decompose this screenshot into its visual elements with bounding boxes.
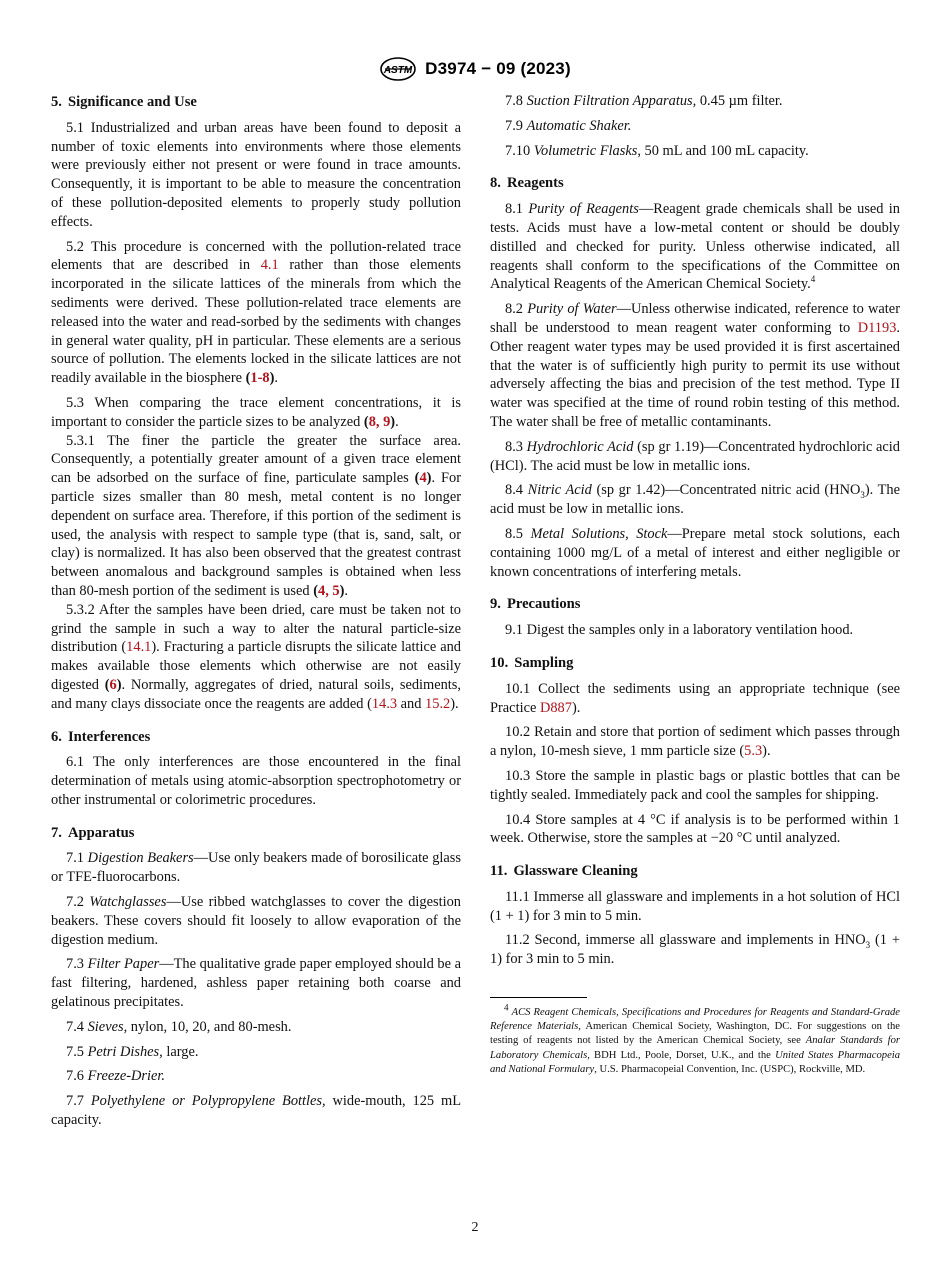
ref-link[interactable]: 14.3 [371, 695, 398, 712]
para-11-1: 11.1 Immerse all glassware and implements in a hot solution of HCl (1 + 1) for 3 min to 5 min. [490, 888, 900, 924]
section-6-heading: 6. Interferences [51, 728, 151, 745]
document-designation: D3974 − 09 (2023) [425, 59, 571, 78]
para-7-2: 7.2 Watchglasses—Use ribbed watchglasses to cover the digestion beakers. These covers should fit loosely to allow evaporation of the digestion medium. [51, 894, 461, 948]
para-5-1: 5.1 Industrialized and urban areas have been found to deposit a number of toxic elements into environments where those elements were previously either not present or were found in trace amounts. Consequently, it is important to be able to measure the concentration of these pollution-deposited elements to properly study pollution effects. [51, 119, 461, 230]
para-10-4: 10.4 Store samples at 4 °C if analysis is to be performed within 1 week. Otherwise, store the samples at −20 °C until analyzed. [490, 811, 900, 847]
para-8-4: 8.4 Nitric Acid (sp gr 1.42)—Concentrated nitric acid $(HNO_3)$. The acid must be low in metallic ions. [490, 482, 900, 518]
ref-link[interactable]: 6 [109, 676, 117, 693]
para-7-3: 7.3 Filter Paper—The qualitative grade paper employed should be a fast filtering, hardened, ashless paper retaining both coarse and gelatinous precipitates. [51, 956, 461, 1011]
para-10-3: 10.3 Store the sample in plastic bags or plastic bottles that can be tightly sealed. Immediately pack and cool the samples for shipping. [490, 767, 900, 803]
ref-link[interactable]: 4, 5 [318, 582, 340, 599]
section-10-heading: 10. Sampling [490, 654, 574, 671]
footnote-mark[interactable]: 4 [810, 274, 816, 285]
ref-link[interactable]: 4.1 [260, 257, 279, 274]
ref-link[interactable]: 5.3 [744, 743, 763, 760]
ref-link[interactable]: 8, 9 [368, 413, 391, 430]
right-column [490, 92, 900, 1077]
para-7-9: 7.9 Automatic Shaker. [505, 117, 632, 134]
para-8-5: 8.5 Metal Solutions, Stock—Prepare metal stock solutions, each containing 1000 mg/L of a metal of interest and either negligible or known concentrations of interfering metals. [490, 525, 900, 580]
section-11-heading: 11. Glassware Cleaning [490, 863, 638, 880]
para-7-8: 7.8 Suction Filtration Apparatus, 0.45 µm filter. [505, 93, 783, 109]
ref-link[interactable]: 1-8 [250, 370, 270, 387]
ref-link[interactable]: 4 [419, 470, 427, 487]
para-7-5: 7.5 Petri Dishes, large. [66, 1043, 199, 1060]
footnote-4: $^4$ ACS Reagent Chemicals, Specifications and Procedures for Reagents and Standard-Grade Reference Materials, American Chemical Society, Washington, DC. For suggestions on the testing of reagents not listed by the American Chemical Society, see Analar Standards for Laboratory Chemicals, BDH Ltd., Poole, Dorset, U.K., and the United States Pharmacopeia and National Formulary, U.S. Pharmacopeial Convention, Inc. (USPC), Rockville, MD. [490, 1002, 901, 1075]
ref-link[interactable]: 14.1 [126, 639, 152, 656]
section-5-heading: 5. Significance and Use [51, 94, 197, 110]
page-header [0, 56, 950, 82]
para-5-3-1: 5.3.1 The finer the particle the greater the surface area. Consequently, a potentially greater amount of a given trace element can be adsorbed on the surface of fine, particulate samples (4). For particle sizes smaller than 80 mesh, metal content is no longer dependent on surface area. Therefore, if this portion of the sediment is used, the analysis with respect to sample type (that is, sand, salt, or clay) is normalized. It has also been observed that the greatest contrast between anomalous and background samples is obtained when less than 80-mesh portion of the sediment is used (4, 5). [51, 432, 462, 599]
para-10-1: 10.1 Collect the sediments using an appropriate technique (see Practice D887). [490, 680, 900, 716]
ref-link[interactable]: D1193 [857, 319, 897, 336]
para-7-6: 7.6 Freeze-Drier. [66, 1068, 165, 1085]
para-10-2: 10.2 Retain and store that portion of sediment which passes through a nylon, 10-mesh sieve, 1 mm particle size (5.3). [490, 724, 900, 760]
para-11-2: 11.2 Second, immerse all glassware and implements in $HNO_3$ (1 + 1) for 3 min to 5 min. [490, 932, 900, 968]
para-7-7: 7.7 Polyethylene or Polypropylene Bottles, wide-mouth, 125 mL capacity. [51, 1093, 461, 1129]
page-number: 2 [471, 1220, 479, 1235]
ref-link[interactable]: 15.2 [425, 695, 451, 712]
para-5-2: 5.2 This procedure is concerned with the pollution-related trace elements that are described in 4.1 rather than those elements incorporated in the silicate lattices of the minerals from which the sediments were derived. These pollution-related trace elements are released into the water and read-sorbed by the sediments with changes in general water quality, pH in particular. These elements are a serious source of pollution. The elements locked in the silicate lattices are not readily available in the biosphere (1-8). [51, 238, 462, 387]
section-9-heading: 9. Precautions [490, 596, 581, 613]
para-8-1: 8.1 Purity of Reagents—Reagent grade chemicals shall be used in tests. Acids must have a low-metal content or should be doubly distilled and checked for purity. Unless otherwise indicated, all reagents shall conform to the specifications of the Committee on Analytical Reagents of the American Chemical Society.$^4$ [490, 201, 900, 293]
para-7-4: 7.4 Sieves, nylon, 10, 20, and 80-mesh. [66, 1018, 292, 1035]
section-7-heading: 7. Apparatus [51, 824, 135, 841]
para-8-3: 8.3 Hydrochloric Acid (sp gr 1.19)—Concentrated hydrochloric acid (HCl). The acid must be low in metallic ions. [490, 438, 900, 474]
para-7-10: 7.10 Volumetric Flasks, 50 mL and 100 mL capacity. [505, 142, 809, 159]
para-5-3-2: 5.3.2 After the samples have been dried, care must be taken not to grind the sample in such a way to alter the natural particle-size distribution (14.1). Fracturing a particle disrupts the silicate lattice and makes available those elements which otherwise are not easily digested (6). Normally, aggregates of dried, natural soils, sediments, and many clays dissociate once the reagents are added (14.3 and 15.2). [51, 601, 462, 712]
para-6-1: 6.1 The only interferences are those encountered in the final determination of metals using atomic-absorption spectrophotometry or other instrumental or colorimetric procedures. [51, 754, 461, 808]
ref-link[interactable]: D887 [539, 699, 572, 716]
section-8-heading: 8. Reagents [490, 175, 564, 192]
astm-logo [379, 57, 417, 81]
left-column [51, 92, 461, 1136]
svg-text:ASTM: ASTM [384, 65, 413, 76]
footnote-divider [490, 997, 587, 998]
para-8-2: 8.2 Purity of Water—Unless otherwise indicated, reference to water shall be understood to mean reagent water conforming to D1193. Other reagent water types may be used provided it is first ascertained that the water is of sufficiently high purity to permit its use without adversely affecting the bias and precision of the test method. Type II water was specified at the time of round robin testing of this method. The water shall be free of metallic contaminants. [490, 301, 900, 430]
para-5-3: 5.3 When comparing the trace element concentrations, it is important to consider the particle sizes to be analyzed (8, 9). [51, 394, 461, 430]
para-9-1: 9.1 Digest the samples only in a laboratory ventilation hood. [505, 622, 854, 639]
para-7-1: 7.1 Digestion Beakers—Use only beakers made of borosilicate glass or TFE-fluorocarbons. [51, 850, 462, 886]
